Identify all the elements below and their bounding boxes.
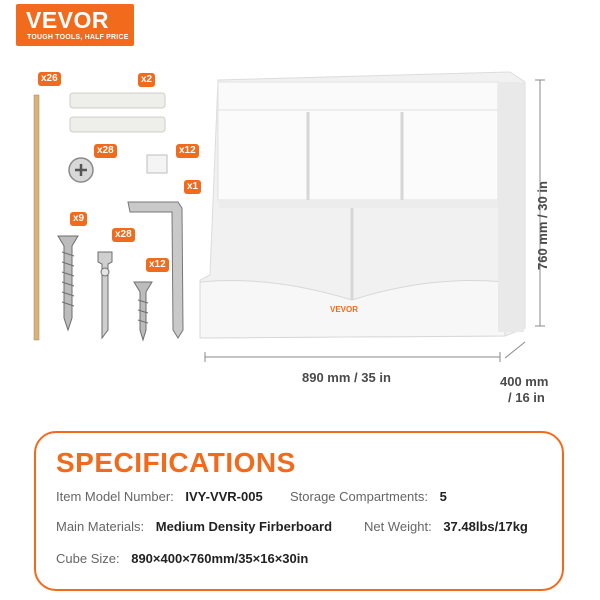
depth-dimension-in-label: / 16 in [508, 390, 545, 405]
cam-bolt-image [98, 252, 112, 338]
cube-size-value: 890×400×760mm/35×16×30in [131, 551, 309, 566]
storage-shelf-image [200, 72, 525, 338]
weight-value: 37.48lbs/17kg [443, 519, 528, 534]
width-dimension-label: 890 mm / 35 in [302, 370, 391, 385]
item-model-row [56, 489, 263, 504]
velcro-strip-image [70, 117, 165, 132]
specifications-title: SPECIFICATIONS [56, 447, 296, 478]
cam-bolt-qty-badge: x28 [112, 228, 135, 242]
cube-size-label: Cube Size: [56, 551, 120, 566]
width-dimension-line [205, 352, 500, 362]
clip-qty-badge: x12 [176, 144, 199, 158]
hex-key-qty-badge: x1 [184, 180, 201, 194]
long-screw-qty-badge: x9 [70, 212, 87, 226]
dowel-qty-badge: x26 [38, 72, 61, 86]
brand-name: VEVOR [26, 7, 110, 33]
compartments-label: Storage Compartments: [290, 489, 429, 504]
short-screw-qty-badge: x12 [146, 258, 169, 272]
depth-dimension-mm-label: 400 mm [500, 374, 549, 389]
item-model-label: Item Model Number: [56, 489, 174, 504]
svg-text:VEVOR: VEVOR [330, 305, 359, 314]
brand-tagline: TOUGH TOOLS, HALF PRICE [27, 34, 129, 41]
item-model-value: IVY-VVR-005 [185, 489, 263, 504]
materials-row [56, 519, 332, 534]
depth-dimension-line [505, 342, 525, 358]
long-screw-image [58, 236, 78, 330]
height-dimension-label: 760 mm / 30 in [535, 181, 550, 270]
materials-label: Main Materials: [56, 519, 145, 534]
cam-lock-qty-badge: x28 [94, 144, 117, 158]
specifications-panel [34, 431, 564, 591]
strip-qty-badge: x2 [138, 73, 155, 87]
weight-label: Net Weight: [364, 519, 432, 534]
compartments-value: 5 [439, 489, 447, 504]
weight-row [364, 519, 528, 534]
wood-dowel-image [34, 95, 39, 340]
velcro-strip-image [70, 93, 165, 108]
materials-value: Medium Density Firberboard [155, 519, 333, 534]
shelf-clip-image [147, 155, 167, 173]
compartments-row [290, 489, 447, 504]
cube-size-row [56, 551, 308, 566]
